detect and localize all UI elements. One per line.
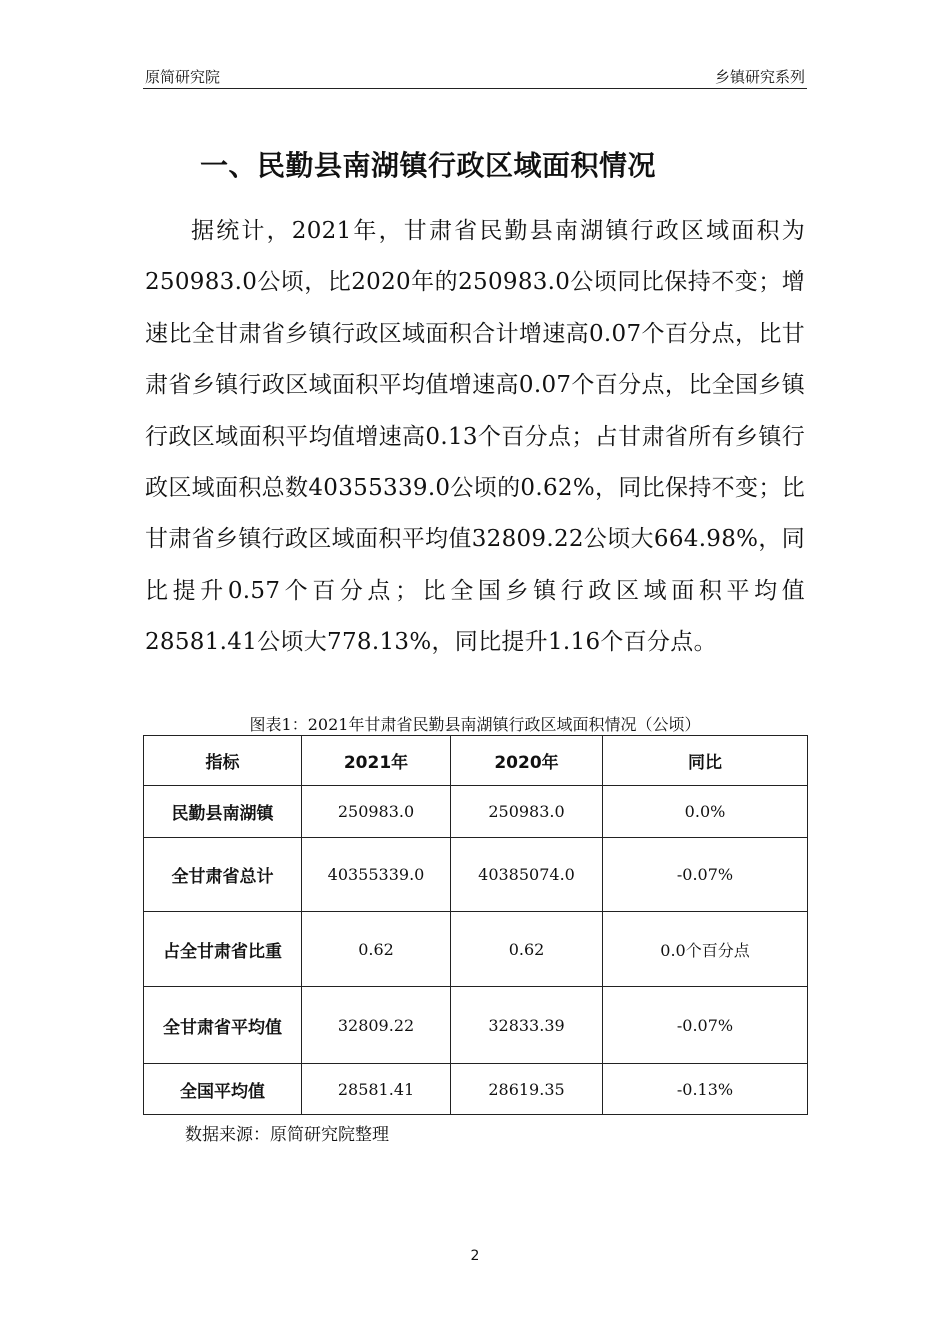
table-cell: -0.07% bbox=[603, 838, 808, 912]
table-cell: 40355339.0 bbox=[302, 838, 451, 912]
table-header-cell: 2021年 bbox=[302, 736, 451, 786]
header-divider bbox=[143, 88, 807, 89]
table-row bbox=[144, 912, 808, 987]
table-cell: 40385074.0 bbox=[451, 838, 603, 912]
row-label: 民勤县南湖镇 bbox=[144, 786, 302, 838]
table-cell: 250983.0 bbox=[302, 786, 451, 838]
table-row bbox=[144, 786, 808, 838]
table-cell: 32809.22 bbox=[302, 987, 451, 1064]
table-header-cell: 指标 bbox=[144, 736, 302, 786]
table-header-row bbox=[144, 736, 808, 786]
table-header-cell: 同比 bbox=[603, 736, 808, 786]
body-paragraph: 据统计，2021年，甘肃省民勤县南湖镇行政区域面积为250983.0公顷，比2020年的250983.0公顷同比保持不变；增速比全甘肃省乡镇行政区域面积合计增速高0.07个百分点，比甘肃省乡镇行政区域面积平均值增速高0.07个百分点，比全国乡镇行政区域面积平均值增速高0.13个百分点；占甘肃省所有乡镇行政区域面积总数40355339.0公顷的0.62%，同比保持不变；比甘肃省乡镇行政区域面积平均值32809.22公顷大664.98%，同比提升0.57个百分点；比全国乡镇行政区域面积平均值28581.41公顷大778.13%，同比提升1.16个百分点。 bbox=[145, 218, 805, 656]
header-left: 原简研究院 bbox=[145, 68, 221, 86]
table-header-cell: 2020年 bbox=[451, 736, 603, 786]
table-row bbox=[144, 838, 808, 912]
table-cell: 0.62 bbox=[451, 912, 603, 987]
table-cell: 0.0% bbox=[603, 786, 808, 838]
row-label: 全甘肃省平均值 bbox=[144, 987, 302, 1064]
row-label: 全甘肃省总计 bbox=[144, 838, 302, 912]
table-row bbox=[144, 1064, 808, 1115]
table-row bbox=[144, 987, 808, 1064]
table-cell: 28581.41 bbox=[302, 1064, 451, 1115]
header-right: 乡镇研究系列 bbox=[714, 68, 805, 86]
section-title: 一、民勤县南湖镇行政区域面积情况 bbox=[200, 149, 657, 182]
row-label: 占全甘肃省比重 bbox=[144, 912, 302, 987]
table-cell: 0.62 bbox=[302, 912, 451, 987]
table-cell: -0.07% bbox=[603, 987, 808, 1064]
page-number: 2 bbox=[470, 1248, 480, 1264]
table-caption: 图表1：2021年甘肃省民勤县南湖镇行政区域面积情况（公顷） bbox=[249, 715, 701, 734]
table-cell: 250983.0 bbox=[451, 786, 603, 838]
row-label: 全国平均值 bbox=[144, 1064, 302, 1115]
table-cell: 0.0个百分点 bbox=[603, 912, 808, 987]
data-table bbox=[143, 735, 808, 1115]
table-cell: 28619.35 bbox=[451, 1064, 603, 1115]
table-cell: 32833.39 bbox=[451, 987, 603, 1064]
data-source-note: 数据来源：原简研究院整理 bbox=[185, 1125, 389, 1145]
table-cell: -0.13% bbox=[603, 1064, 808, 1115]
